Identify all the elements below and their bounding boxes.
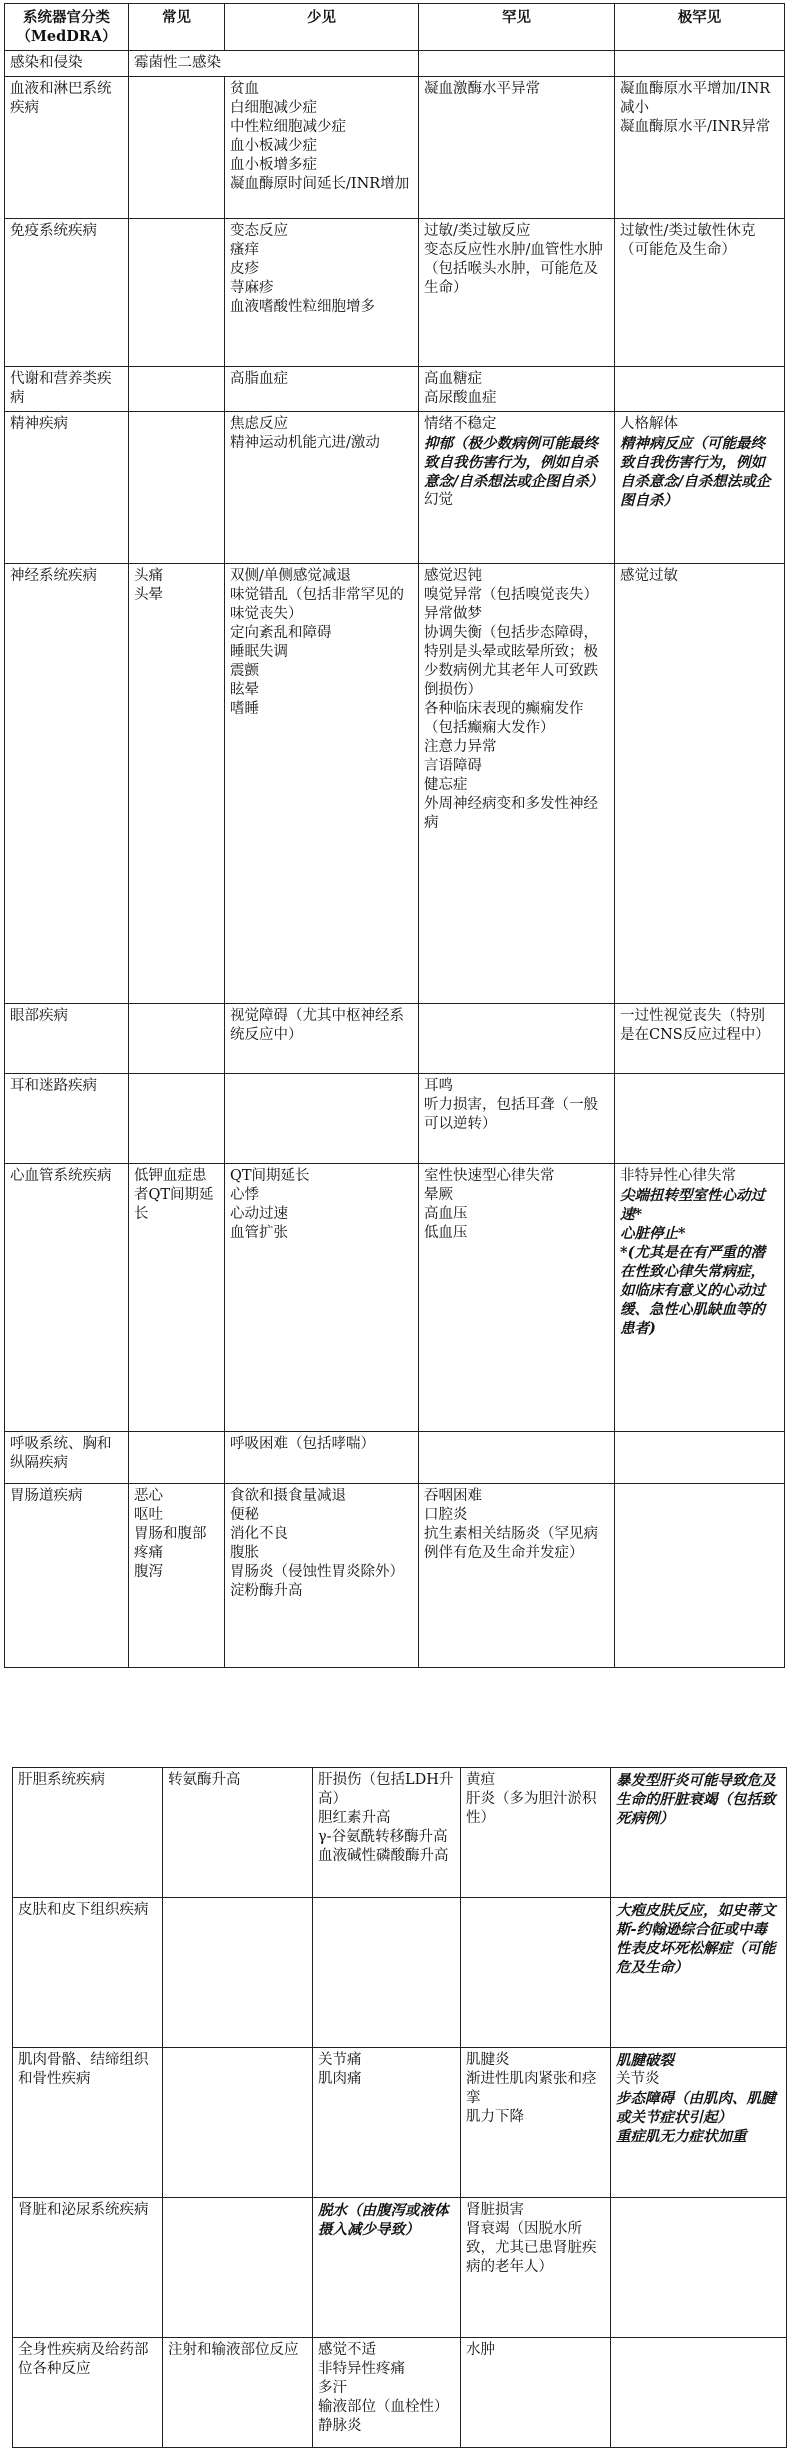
very-rare-cell: [611, 2198, 787, 2338]
cell-line: 肌肉痛: [318, 2071, 362, 2087]
soc-cell: 眼部疾病: [5, 1004, 129, 1074]
cell-line: 凝血酶原水平增加/INR减小: [620, 81, 771, 116]
header-very-rare: 极罕见: [615, 4, 785, 51]
cell-line: 血液碱性磷酸酶升高: [318, 1848, 449, 1864]
cell-line: 肌腱炎: [466, 2052, 510, 2068]
cell-line: 心悸: [230, 1187, 259, 1203]
soc-cell: 呼吸系统、胸和纵隔疾病: [5, 1432, 129, 1484]
cell-line: 眩晕: [230, 682, 259, 698]
cell-line: 异常做梦: [424, 606, 482, 622]
rare-cell: [419, 564, 615, 1004]
table-row: [5, 1074, 785, 1164]
cell-line: 血小板减少症: [230, 138, 317, 154]
cell-line: 嗅觉异常（包括嗅觉丧失）: [424, 587, 598, 603]
cell-line: 抑郁（极少数病例可能最终致自我伤害行为，例如自杀意念/自杀想法或企图自杀）: [424, 435, 604, 490]
soc-cell: 肝胆系统疾病: [13, 1768, 163, 1898]
uncommon-cell: [225, 1484, 419, 1668]
cell-line: 低血压: [424, 1225, 468, 1241]
cell-line: 脱水（由腹泻或液体摄入减少导致）: [318, 2202, 449, 2238]
table-row: [13, 2198, 787, 2338]
soc-cell: 耳和迷路疾病: [5, 1074, 129, 1164]
very-rare-cell: [615, 367, 785, 412]
cell-line: 中性粒细胞减少症: [230, 119, 346, 135]
cell-line: 肝炎（多为胆汁淤积性）: [466, 1791, 597, 1826]
header-rare: 罕见: [419, 4, 615, 51]
table-row: [5, 367, 785, 412]
cell-line: 味觉错乱（包括非常罕见的味觉丧失）: [230, 587, 404, 622]
cell-line: 头痛: [134, 568, 163, 584]
adverse-reactions-table-part1: [4, 3, 785, 1668]
table-header-row: [5, 4, 785, 51]
uncommon-cell: [225, 1074, 419, 1164]
soc-cell: 全身性疾病及给药部位各种反应: [13, 2338, 163, 2448]
uncommon-cell: [313, 2198, 461, 2338]
uncommon-cell: [225, 367, 419, 412]
cell-line: 焦虑反应: [230, 416, 288, 432]
rare-cell: [461, 2048, 611, 2198]
header-common: 常见: [129, 4, 225, 51]
cell-line: 呕吐: [134, 1507, 163, 1523]
very-rare-cell: [615, 1484, 785, 1668]
cell-line: 关节痛: [318, 2052, 362, 2068]
rare-cell: [419, 367, 615, 412]
uncommon-cell: [225, 412, 419, 564]
cell-line: 瘙痒: [230, 242, 259, 258]
rare-cell: [461, 2338, 611, 2448]
cell-line: 消化不良: [230, 1526, 288, 1542]
common-cell: [129, 564, 225, 1004]
very-rare-cell: [611, 2048, 787, 2198]
common-cell: [129, 77, 225, 219]
cell-line: 高尿酸血症: [424, 390, 497, 406]
very-rare-cell: [611, 2338, 787, 2448]
soc-cell: 感染和侵染: [5, 51, 129, 77]
soc-cell: 精神疾病: [5, 412, 129, 564]
table-row: [5, 1164, 785, 1432]
very-rare-cell: [615, 51, 785, 77]
common-cell: [163, 1898, 313, 2048]
cell-line: 听力损害，包括耳聋（一般可以逆转）: [424, 1097, 598, 1132]
cell-line: 心动过速: [230, 1206, 288, 1222]
cell-line: 肝损伤（包括LDH升高）: [318, 1772, 454, 1807]
cell-line: 感觉过敏: [620, 568, 678, 584]
cell-line: 白细胞减少症: [230, 100, 317, 116]
common-cell: [129, 412, 225, 564]
cell-line: 胃肠炎（侵蚀性胃炎除外）: [230, 1564, 404, 1580]
cell-line: 胆红素升高: [318, 1810, 391, 1826]
very-rare-cell: [615, 77, 785, 219]
common-cell: [163, 2048, 313, 2198]
cell-line: 肾衰竭（因脱水所致，尤其已患肾脏疾病的老年人）: [466, 2221, 597, 2275]
uncommon-cell: [313, 1768, 461, 1898]
cell-line: 淀粉酶升高: [230, 1583, 303, 1599]
cell-line: 协调失衡（包括步态障碍，特别是头晕或眩晕所致；极少数病例尤其老年人可致跌倒损伤）: [424, 625, 598, 698]
common-cell: [129, 1432, 225, 1484]
cell-line: 高血糖症: [424, 371, 482, 387]
uncommon-cell: [225, 1004, 419, 1074]
table-row: [5, 564, 785, 1004]
cell-line: 呼吸困难（包括哮喘）: [230, 1436, 375, 1452]
very-rare-cell: [615, 1074, 785, 1164]
cell-line: QT间期延长: [230, 1168, 310, 1184]
cell-line: 恶心: [134, 1488, 163, 1504]
rare-cell: [419, 1164, 615, 1432]
page-break-gap: [0, 1752, 787, 1766]
table-row: [13, 1768, 787, 1898]
rare-cell: [419, 77, 615, 219]
cell-line: 注意力异常: [424, 739, 497, 755]
cell-line: 过敏性/类过敏性休克（可能危及生命）: [620, 223, 756, 258]
soc-cell: 胃肠道疾病: [5, 1484, 129, 1668]
cell-line: 霉菌性二感染: [134, 55, 221, 71]
cell-line: 心脏停止*: [620, 1225, 686, 1242]
cell-line: 注射和输液部位反应: [168, 2342, 299, 2358]
cell-line: 皮疹: [230, 261, 259, 277]
cell-line: 健忘症: [424, 777, 468, 793]
cell-line: 抗生素相关结肠炎（罕见病例伴有危及生命并发症）: [424, 1526, 598, 1561]
cell-line: 幻觉: [424, 492, 453, 508]
common-cell: [163, 1768, 313, 1898]
very-rare-cell: [615, 1004, 785, 1074]
very-rare-cell: [615, 219, 785, 367]
cell-line: 非特异性心律失常: [620, 1168, 736, 1184]
header-uncommon: 少见: [225, 4, 419, 51]
table-row: [13, 1898, 787, 2048]
cell-line: 血液嗜酸性粒细胞增多: [230, 299, 375, 315]
header-soc: 系统器官分类（MedDRA）: [5, 4, 129, 51]
cell-line: 言语障碍: [424, 758, 482, 774]
cell-line: 耳鸣: [424, 1078, 453, 1094]
common-cell: [129, 1074, 225, 1164]
rare-cell: [419, 1484, 615, 1668]
cell-line: 腹泻: [134, 1564, 163, 1580]
cell-line: 尖端扭转型室性心动过速*: [620, 1187, 765, 1223]
uncommon-cell: [225, 77, 419, 219]
soc-cell: 肌肉骨骼、结缔组织和骨性疾病: [13, 2048, 163, 2198]
cell-line: 吞咽困难: [424, 1488, 482, 1504]
cell-line: 肌力下降: [466, 2109, 524, 2125]
soc-cell: 皮肤和皮下组织疾病: [13, 1898, 163, 2048]
uncommon-cell: [225, 1164, 419, 1432]
rare-cell: [461, 1898, 611, 2048]
cell-line: 晕厥: [424, 1187, 453, 1203]
cell-line: 多汗: [318, 2380, 347, 2396]
cell-line: γ-谷氨酰转移酶升高: [318, 1829, 448, 1845]
cell-line: 血管扩张: [230, 1225, 288, 1241]
cell-line: 食欲和摄食量减退: [230, 1488, 346, 1504]
cell-line: 大疱皮肤反应，如史蒂文斯-约翰逊综合征或中毒性表皮坏死松解症（可能危及生命）: [616, 1902, 776, 1976]
cell-line: 一过性视觉丧失（特别是在CNS反应过程中）: [620, 1008, 770, 1043]
common-cell: [129, 1004, 225, 1074]
cell-line: 贫血: [230, 81, 259, 97]
cell-line: 变态反应: [230, 223, 288, 239]
uncommon-cell: [313, 2338, 461, 2448]
cell-line: 肌腱破裂: [616, 2052, 674, 2069]
very-rare-cell: [615, 1432, 785, 1484]
uncommon-cell: [225, 219, 419, 367]
cell-line: 情绪不稳定: [424, 416, 497, 432]
table-row: [5, 219, 785, 367]
cell-line: 荨麻疹: [230, 280, 274, 296]
uncommon-cell: [313, 1898, 461, 2048]
cell-line: 非特异性疼痛: [318, 2361, 405, 2377]
cell-line: 暴发型肝炎可能导致危及生命的肝脏衰竭（包括致死病例）: [616, 1772, 776, 1827]
rare-cell: [419, 1004, 615, 1074]
cell-line: 血小板增多症: [230, 157, 317, 173]
adverse-reactions-table-part2: [12, 1767, 787, 2448]
cell-line: 定向紊乱和障碍: [230, 625, 332, 641]
table-row: [13, 2048, 787, 2198]
cell-line: 腹胀: [230, 1545, 259, 1561]
cell-line: 步态障碍（由肌肉、肌腱或关节症状引起）: [616, 2090, 776, 2126]
cell-line: 黄疸: [466, 1772, 495, 1788]
table-row: [5, 77, 785, 219]
very-rare-cell: [615, 1164, 785, 1432]
common-cell: [163, 2338, 313, 2448]
common-cell: [129, 1484, 225, 1668]
rare-cell: [419, 1074, 615, 1164]
cell-line: 感觉迟钝: [424, 568, 482, 584]
cell-line: 关节炎: [616, 2071, 660, 2087]
cell-line: 嗜睡: [230, 701, 259, 717]
cell-line: 各种临床表现的癫痫发作（包括癫痫大发作）: [424, 701, 584, 736]
table-row: [5, 1004, 785, 1074]
soc-cell: 血液和淋巴系统疾病: [5, 77, 129, 219]
cell-line: 外周神经病变和多发性神经病: [424, 796, 598, 831]
cell-line: 睡眠失调: [230, 644, 288, 660]
common-cell: [129, 367, 225, 412]
cell-line: *(尤其是在有严重的潜在性致心律失常病症，如临床有意义的心动过缓、急性心肌缺血等的患者): [620, 1244, 765, 1337]
rare-cell: [419, 51, 615, 77]
rare-cell: [461, 2198, 611, 2338]
rare-cell: [461, 1768, 611, 1898]
cell-line: 肾脏损害: [466, 2202, 524, 2218]
table-row: [5, 51, 785, 77]
cell-line: 精神病反应（可能最终致自我伤害行为，例如自杀意念/自杀想法或企图自杀）: [620, 435, 771, 509]
cell-line: 胃肠和腹部疼痛: [134, 1526, 207, 1561]
cell-line: 高脂血症: [230, 371, 288, 387]
rare-cell: [419, 412, 615, 564]
cell-line: 水肿: [466, 2342, 495, 2358]
cell-line: 变态反应性水肿/血管性水肿（包括喉头水肿，可能危及生命）: [424, 242, 603, 296]
very-rare-cell: [611, 1768, 787, 1898]
cell-line: 视觉障碍（尤其中枢神经系统反应中）: [230, 1008, 404, 1043]
table-row: [5, 1432, 785, 1484]
cell-line: 转氨酶升高: [168, 1772, 241, 1788]
cell-line: 头晕: [134, 587, 163, 603]
rare-cell: [419, 1432, 615, 1484]
cell-line: 渐进性肌肉紧张和痉挛: [466, 2071, 597, 2106]
very-rare-cell: [615, 564, 785, 1004]
cell-line: 重症肌无力症状加重: [616, 2128, 747, 2145]
cell-line: 高血压: [424, 1206, 468, 1222]
cell-line: 口腔炎: [424, 1507, 468, 1523]
cell-line: 输液部位（血栓性）静脉炎: [318, 2399, 449, 2434]
cell-line: 精神运动机能亢进/激动: [230, 435, 380, 451]
uncommon-cell: [225, 564, 419, 1004]
cell-line: 便秘: [230, 1507, 259, 1523]
cell-line: 人格解体: [620, 416, 678, 432]
common-cell: [163, 2198, 313, 2338]
soc-cell: 肾脏和泌尿系统疾病: [13, 2198, 163, 2338]
cell-line: 低钾血症患者QT间期延长: [134, 1168, 214, 1222]
cell-line: 凝血激酶水平异常: [424, 81, 540, 97]
cell-line: 感觉不适: [318, 2342, 376, 2358]
table-row: [5, 412, 785, 564]
soc-cell: 神经系统疾病: [5, 564, 129, 1004]
very-rare-cell: [611, 1898, 787, 2048]
cell-line: 凝血酶原水平/INR异常: [620, 119, 771, 135]
common-cell: [129, 51, 419, 77]
common-cell: [129, 219, 225, 367]
table-row: [13, 2338, 787, 2448]
very-rare-cell: [615, 412, 785, 564]
uncommon-cell: [225, 1432, 419, 1484]
cell-line: 凝血酶原时间延长/INR增加: [230, 176, 410, 192]
soc-cell: 免疫系统疾病: [5, 219, 129, 367]
cell-line: 双侧/单侧感觉减退: [230, 568, 351, 584]
cell-line: 震颤: [230, 663, 259, 679]
table-row: [5, 1484, 785, 1668]
cell-line: 室性快速型心律失常: [424, 1168, 555, 1184]
soc-cell: 代谢和营养类疾病: [5, 367, 129, 412]
rare-cell: [419, 219, 615, 367]
cell-line: 过敏/类过敏反应: [424, 223, 531, 239]
common-cell: [129, 1164, 225, 1432]
soc-cell: 心血管系统疾病: [5, 1164, 129, 1432]
uncommon-cell: [313, 2048, 461, 2198]
